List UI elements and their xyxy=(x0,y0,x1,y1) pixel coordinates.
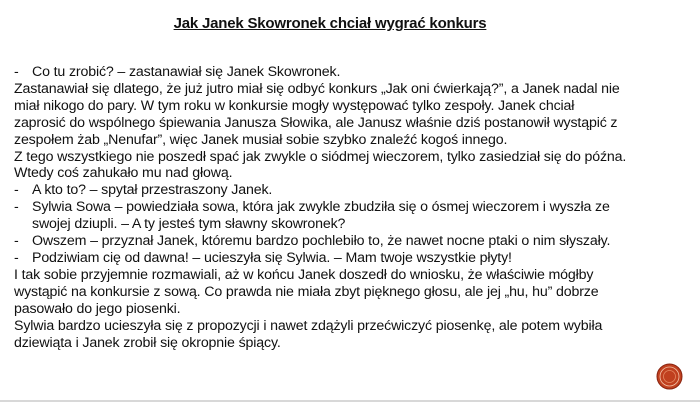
line-text: zaprosić do wspólnego śpiewania Janusza Słowika, ale Janusz właśnie dziś postanowił wystąpić z xyxy=(14,114,618,131)
line-text: I tak sobie przyjemnie rozmawiali, aż w końcu Janek doszedł do wniosku, że właściwie mógłby xyxy=(14,266,594,283)
line-text: miał nikogo do pary. W tym roku w konkursie mogły występować tylko zespoły. Janek chciał xyxy=(14,97,575,114)
line-text: Co tu zrobić? – zastanawiał się Janek Skowronek. xyxy=(32,64,341,80)
text-line xyxy=(14,284,686,301)
text-line xyxy=(14,182,686,199)
line-text: A kto to? – spytał przestraszony Janek. xyxy=(32,182,273,199)
line-text: swojej dziupli. – A ty jesteś tym sławny skowronek? xyxy=(32,216,346,233)
line-text: dziewiąta i Janek zrobił się okropnie śpiący. xyxy=(14,334,281,351)
dash-marker: - xyxy=(14,199,19,216)
text-line xyxy=(14,318,686,335)
line-text: Zastanawiał się dlatego, że już jutro miał się odbyć konkurs „Jak oni ćwierkają?”, a Janek nadal nie xyxy=(14,80,620,97)
line-text: Podziwiam cię od dawna! – ucieszyła się Sylwia. – Mam twoje wszystkie płyty! xyxy=(32,249,512,266)
text-line xyxy=(14,335,686,352)
dash-marker: - xyxy=(14,233,19,250)
text-line xyxy=(14,115,686,132)
text-line xyxy=(14,233,686,250)
text-line xyxy=(14,216,686,233)
dash-marker: - xyxy=(14,64,19,80)
line-text: Owszem – przyznał Janek, któremu bardzo pochlebiło to, że nawet nocne ptaki o nim słyszały. xyxy=(32,233,611,250)
text-line xyxy=(14,132,686,149)
badge-ring xyxy=(657,364,682,389)
text-line xyxy=(14,267,686,284)
text-line xyxy=(14,64,686,81)
line-text: Sylwia Sowa – powiedziała sowa, która jak zwykle zbudziła się o ósmej wieczorem i wyszła ze xyxy=(32,199,610,216)
text-line xyxy=(14,199,686,216)
line-text: Z tego wszystkiego nie poszedł spać jak zwykle o siódmej wieczorem, tylko zasiedział się do późna. xyxy=(14,148,627,165)
text-line xyxy=(14,165,686,182)
line-text: Sylwia bardzo ucieszyła się z propozycji i nawet zdążyli przećwiczyć piosenkę, ale potem wybiła xyxy=(14,317,603,334)
story-text xyxy=(14,64,686,351)
line-text: pasowało do jego piosenki. xyxy=(14,300,181,317)
dash-marker: - xyxy=(14,182,19,199)
line-text: zespołem żab „Nenufar”, więc Janek musiał sobie szybko znaleźć kogoś innego. xyxy=(14,131,508,148)
text-line xyxy=(14,301,686,318)
text-line xyxy=(14,98,686,115)
line-text: wystąpić na konkursie z sową. Co prawda nie miała zbyt pięknego głosu, ale jej „hu, hu” dobrze xyxy=(14,283,599,300)
text-line xyxy=(14,149,686,166)
text-line xyxy=(14,81,686,98)
document-title: Jak Janek Skowronek chciał wygrać konkurs xyxy=(173,15,487,32)
decorative-badge-icon xyxy=(656,363,683,390)
dash-marker: - xyxy=(14,249,19,266)
text-line xyxy=(14,250,686,267)
line-text: Wtedy coś zahukało mu nad głową. xyxy=(14,165,233,182)
